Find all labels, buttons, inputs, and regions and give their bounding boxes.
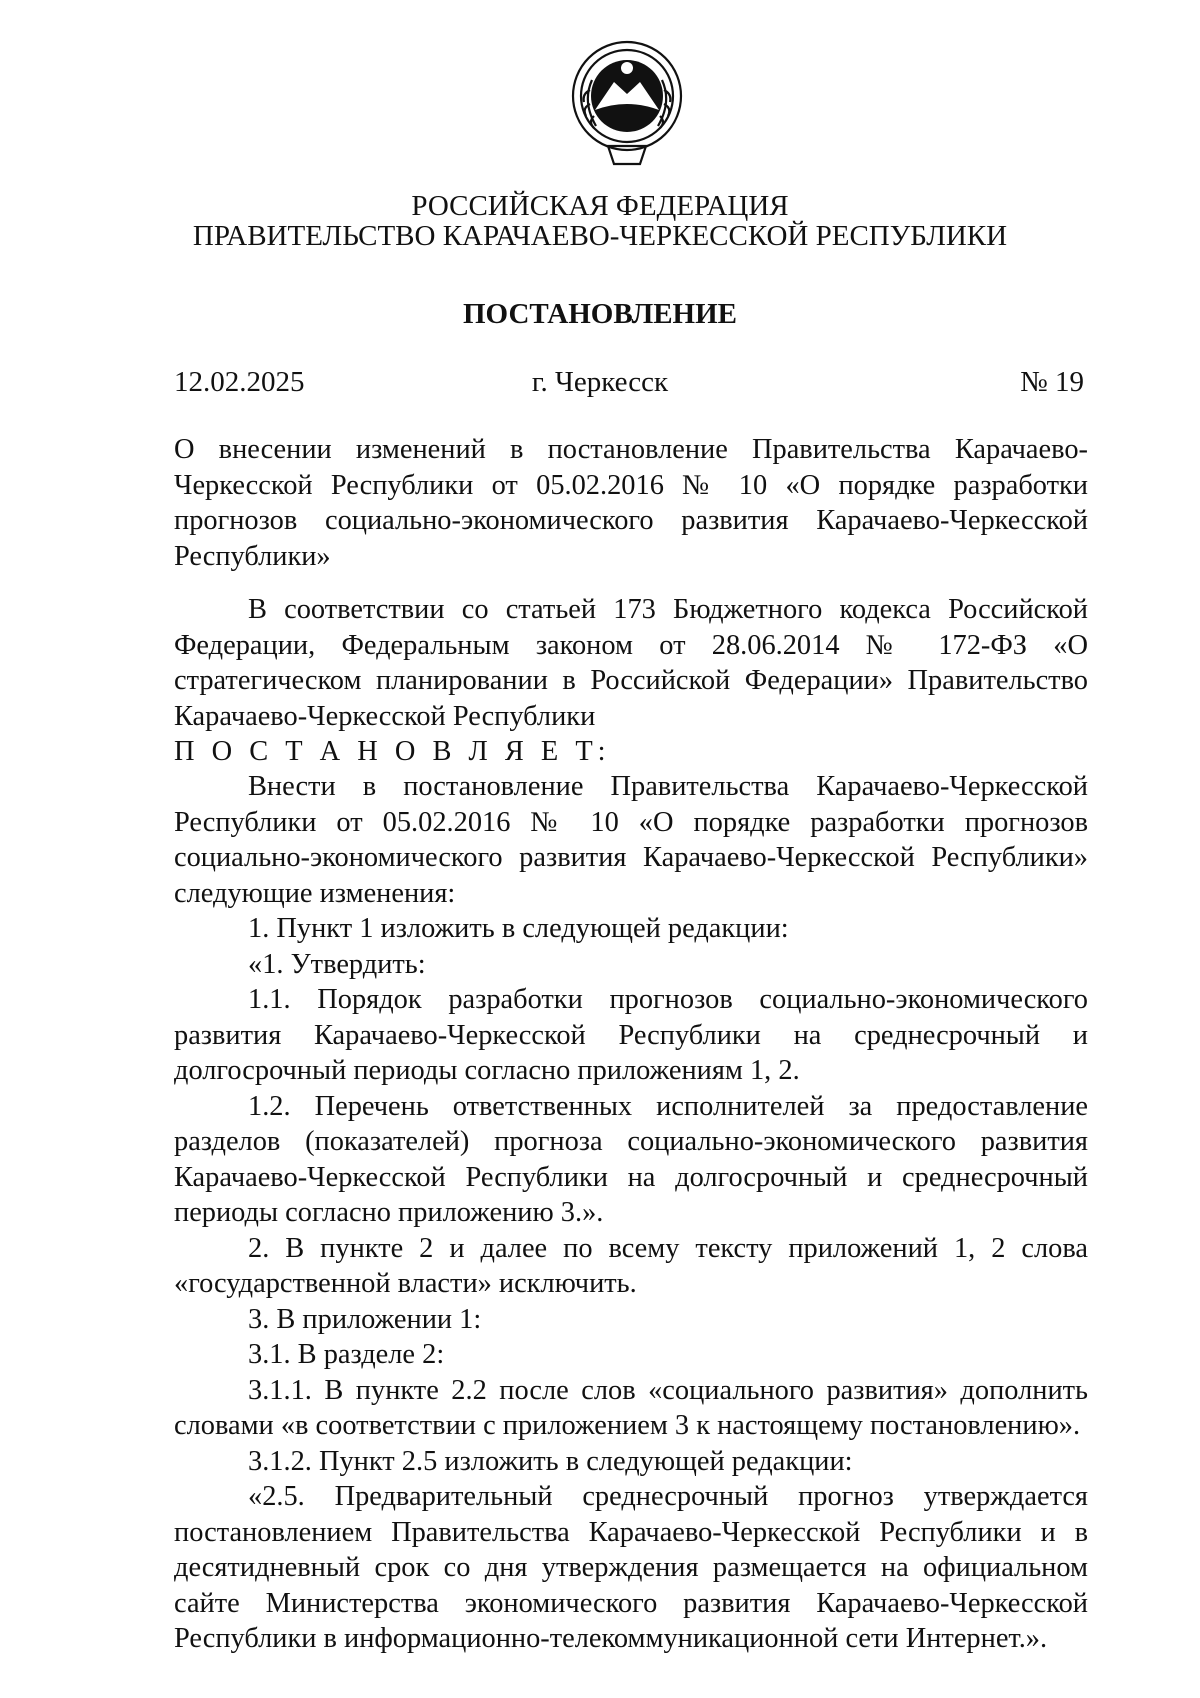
header-line-1: РОССИЙСКАЯ ФЕДЕРАЦИЯ (411, 190, 789, 222)
body-paragraph: 3.1.1. В пункте 2.2 после слов «социального развития» дополнить словами «в соответствии с приложением 3 к настоящему постановлению». (174, 1374, 1088, 1441)
body-paragraph: 1. Пункт 1 изложить в следующей редакции: (248, 913, 789, 944)
document-date: 12.02.2025 (174, 366, 305, 398)
document-number: № 19 (1020, 366, 1084, 398)
document-type: ПОСТАНОВЛЕНИЕ (462, 298, 737, 330)
body-paragraph: 1.2. Перечень ответственных исполнителей за предоставление разделов (показателей) прогноза социально-экономического развития Карачаево-Черкесской Республики на долгосрочный и среднесрочный периоды согласно приложению 3.». (174, 1090, 1088, 1228)
preamble-paragraph: В соответствии со статьей 173 Бюджетного кодекса Российской Федерации, Федеральным законом от 28.06.2014 № 172-ФЗ «О стратегическом планировании в Российской Федерации» Правительство Карачаево-Черкесской Республики (174, 594, 1088, 732)
body-paragraph: 3. В приложении 1: (248, 1303, 482, 1335)
document-subject: О внесении изменений в постановление Правительства Карачаево-Черкесской Республики от 05.02.2016 № 10 «О порядке разработки прогнозов социально-экономического развития Карачаево-Черкесской Республики» (174, 434, 1088, 572)
body-paragraph: 2. В пункте 2 и далее по всему тексту приложений 1, 2 слова «государственной власти» исключить. (174, 1232, 1088, 1299)
body-paragraph: 3.1. В разделе 2: (248, 1339, 445, 1370)
document-city: г. Черкесск (531, 366, 669, 398)
body-paragraph: «1. Утвердить: (248, 948, 426, 980)
body-paragraph: 3.1.2. Пункт 2.5 изложить в следующей редакции: (248, 1445, 853, 1477)
coat-of-arms-icon (568, 38, 686, 170)
body-paragraph: Внести в постановление Правительства Карачаево-Черкесской Республики от 05.02.2016 № 10 «О порядке разработки прогнозов социально-экономического развития Карачаево-Черкесской Республики» следующие изменения: (174, 771, 1088, 909)
body-paragraph: «2.5. Предварительный среднесрочный прогноз утверждается постановлением Правительства Карачаево-Черкесской Республики и в десятидневный срок со дня утверждения размещается на официальном сайте Министерства экономического развития Карачаево-Черкесской Республики в информационно-телекоммуникационной сети Интернет.». (174, 1481, 1088, 1654)
body-text (174, 769, 1088, 1657)
resolves-heading: П О С Т А Н О В Л Я Е Т: (174, 736, 611, 767)
body-paragraph: 1.1. Порядок разработки прогнозов социально-экономического развития Карачаево-Черкесской Республики на среднесрочный и долгосрочный периоды согласно приложениям 1, 2. (174, 984, 1088, 1086)
header-line-2: ПРАВИТЕЛЬСТВО КАРАЧАЕВО-ЧЕРКЕССКОЙ РЕСПУБЛИКИ (192, 220, 1008, 252)
